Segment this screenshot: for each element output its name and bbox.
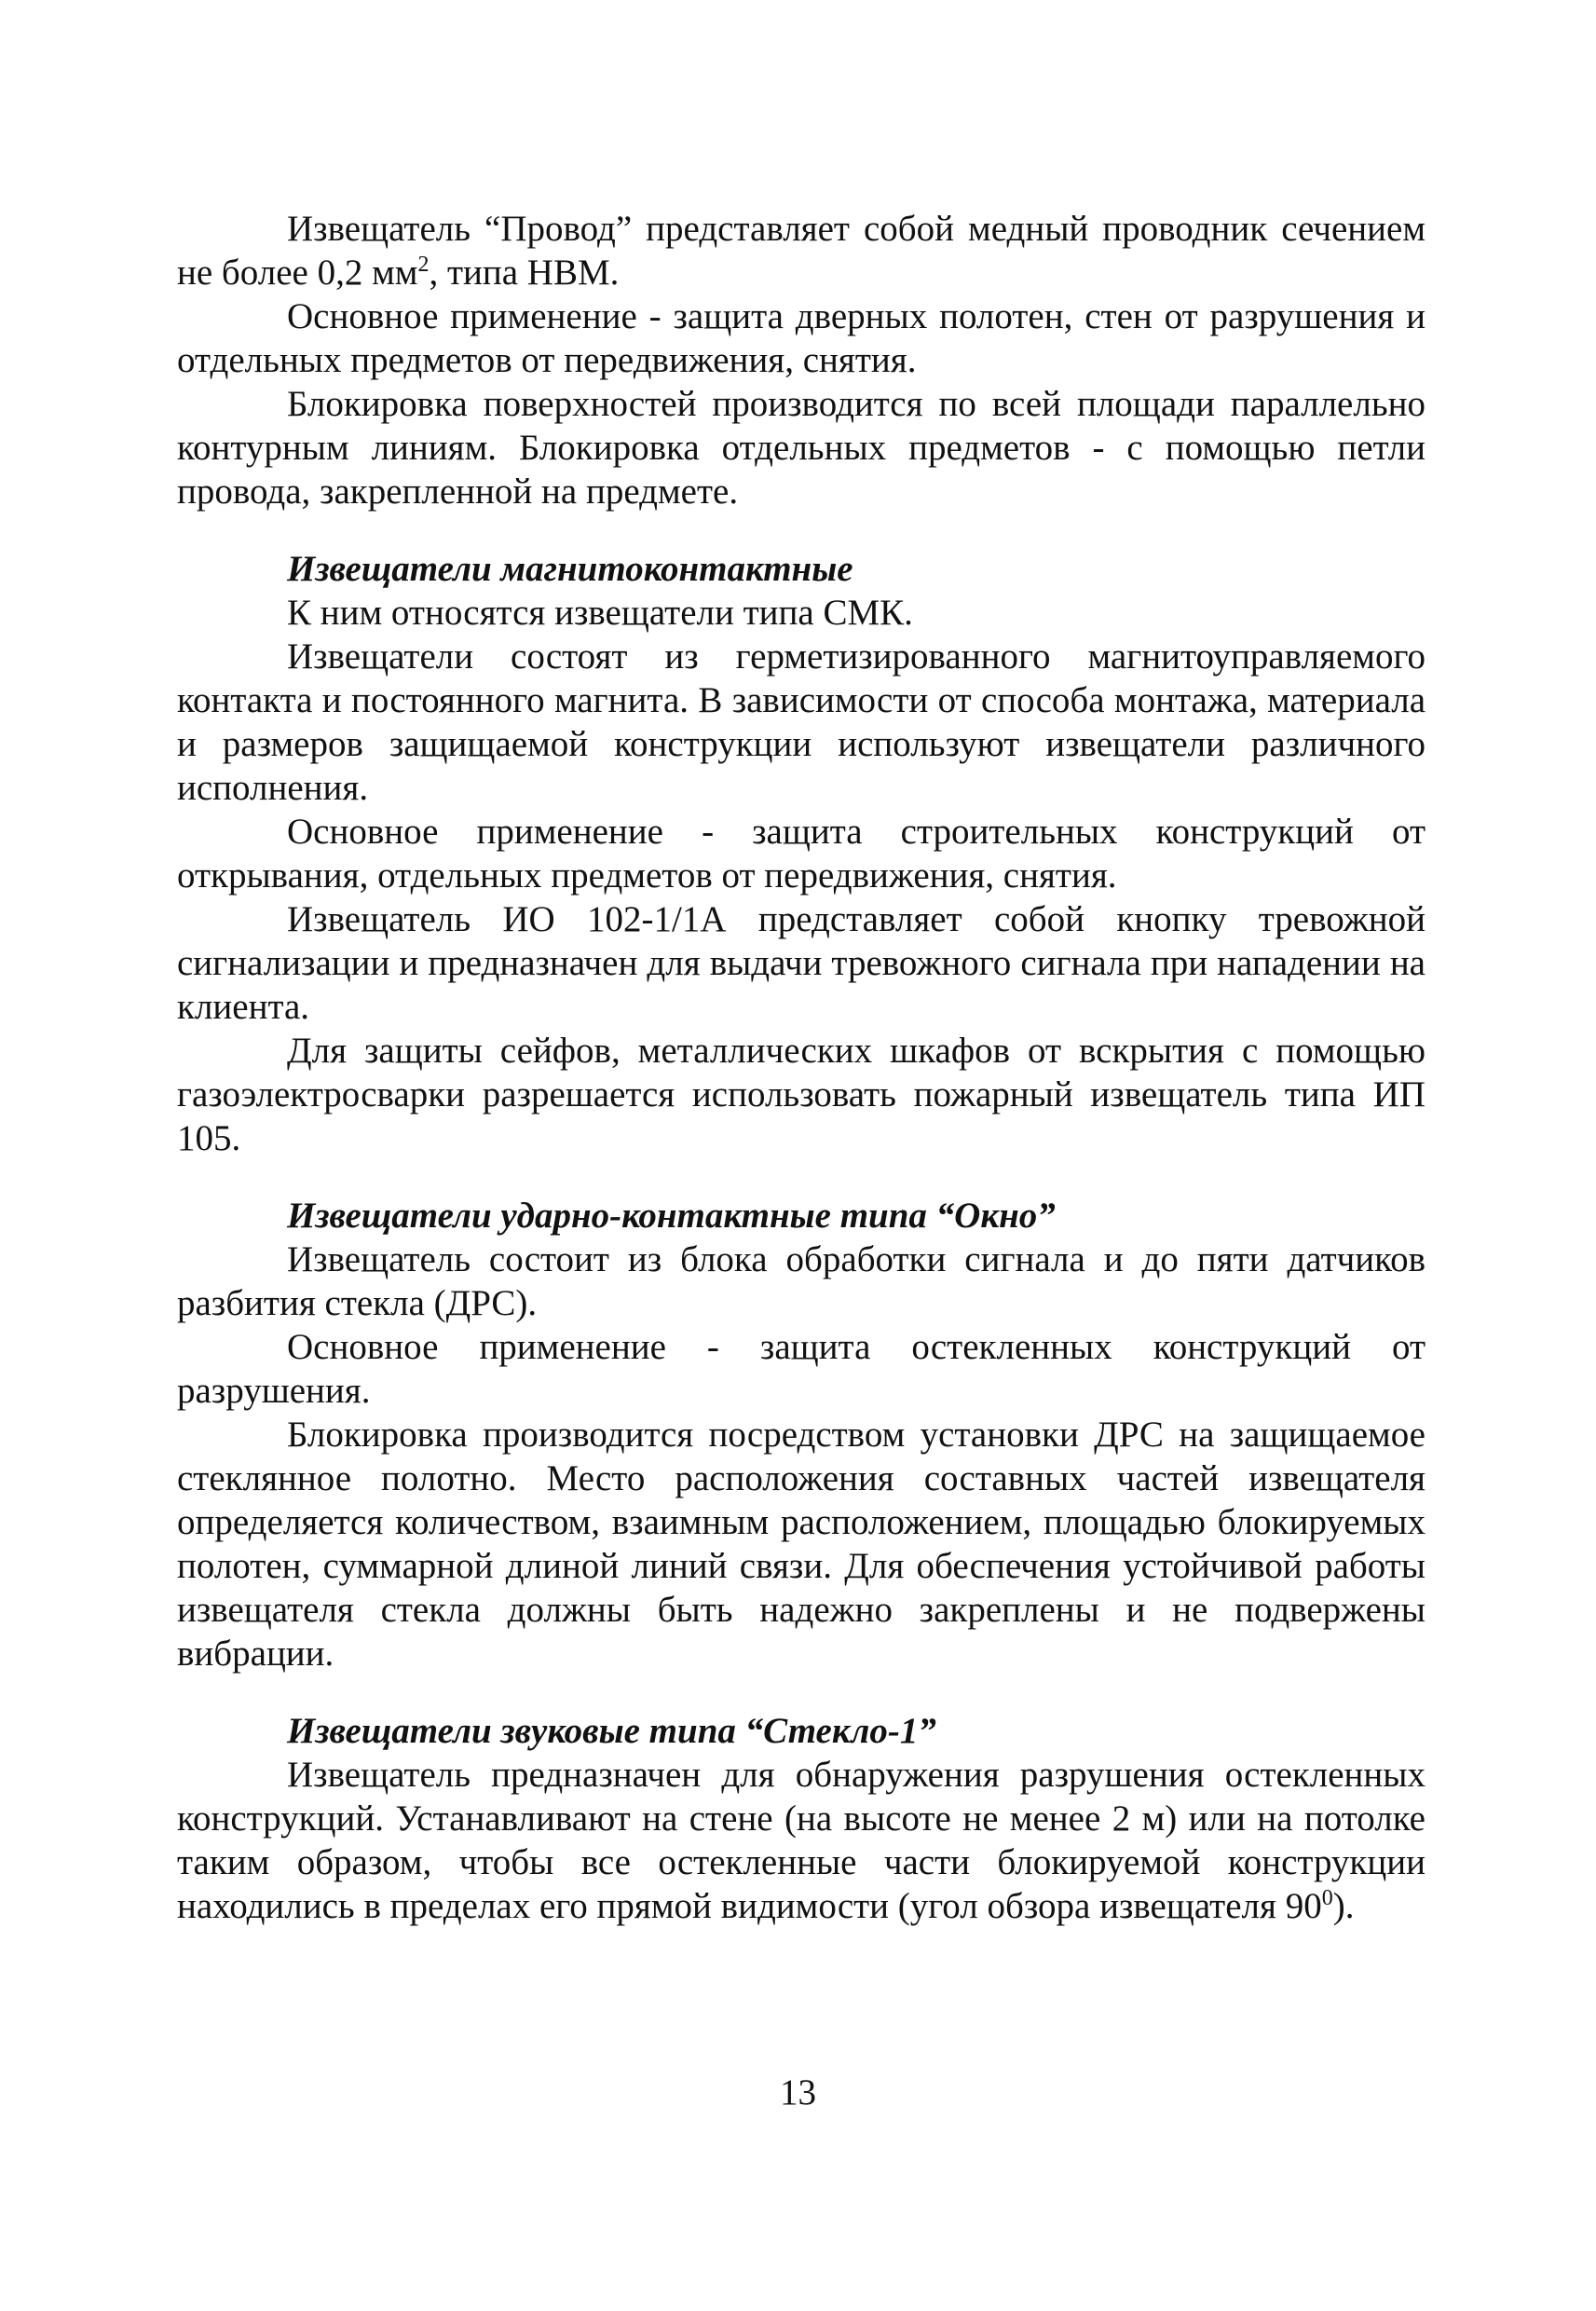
paragraph-text: ). [1332, 1886, 1355, 1926]
page-number: 13 [780, 2072, 816, 2113]
section-heading-okno: Извещатели ударно-контактные типа “Окно” [287, 1196, 1056, 1236]
paragraph-text: , типа НВМ. [429, 253, 620, 293]
document-page [177, 207, 1425, 2164]
paragraph-magnetic-types: К ним относятся извещатели типа СМК. [287, 593, 913, 633]
paragraph-okno-blocking: Блокировка производится посредством установки ДРС на защищаемое стеклянное полотно. Место расположения составных частей извещателя определяется количеством, взаимным расположением, площадью блокируемых полотен, суммарной длиной линий связи. Для обеспечения устойчивой работы извещателя стекла должны быть надежно закреплены и не подвержены вибрации. [177, 1415, 1425, 1674]
paragraph-provod-usage: Основное применение - защита дверных полотен, стен от разрушения и отдельных предметов от передвижения, снятия. [177, 296, 1425, 380]
paragraph-okno-composition: Извещатель состоит из блока обработки сигнала и до пяти датчиков разбития стекла (ДРС). [177, 1239, 1425, 1323]
superscript: 2 [417, 253, 430, 277]
paragraph-magnetic-usage: Основное применение - защита строительных конструкций от открывания, отдельных предметов от передвижения, снятия. [177, 812, 1425, 896]
paragraph-provod-definition [177, 207, 1425, 294]
paragraph-provod-blocking: Блокировка поверхностей производится по всей площади параллельно контурным линиям. Блокировка отдельных предметов - с помощью петли провода, закрепленной на предмете. [177, 384, 1425, 512]
paragraph-steklo-description [177, 1753, 1425, 1928]
paragraph-text: Извещатель “Провод” представляет собой медный проводник сечением не более 0,2 мм [177, 209, 1425, 293]
paragraph-alarm-button: Извещатель ИО 102-1/1А представляет собой кнопку тревожной сигнализации и предназначен для выдачи тревожного сигнала при нападении на клиента. [177, 899, 1425, 1027]
paragraph-okno-usage: Основное применение - защита остекленных конструкций от разрушения. [177, 1327, 1425, 1411]
superscript: 0 [1321, 1886, 1333, 1910]
section-heading-magnetic: Извещатели магнитоконтактные [287, 549, 853, 589]
paragraph-magnetic-composition: Извещатели состоят из герметизированного магнитоуправляемого контакта и постоянного магнита. В зависимости от способа монтажа, материала и размеров защищаемой конструкции используют извещатели различного исполнения. [177, 636, 1425, 808]
paragraph-safes: Для защиты сейфов, металлических шкафов от вскрытия с помощью газоэлектросварки разрешается использовать пожарный извещатель типа ИП 105. [177, 1031, 1425, 1158]
section-heading-steklo: Извещатели звуковые типа “Стекло-1” [287, 1711, 936, 1751]
paragraph-text: Извещатель предназначен для обнаружения разрушения остекленных конструкций. Устанавливают на стене (на высоте не менее 2 м) или на потолке таким образом, чтобы все остекленные части блокируемой конструкции находились в пределах его прямой видимости (угол обзора извещателя 90 [177, 1755, 1425, 1926]
